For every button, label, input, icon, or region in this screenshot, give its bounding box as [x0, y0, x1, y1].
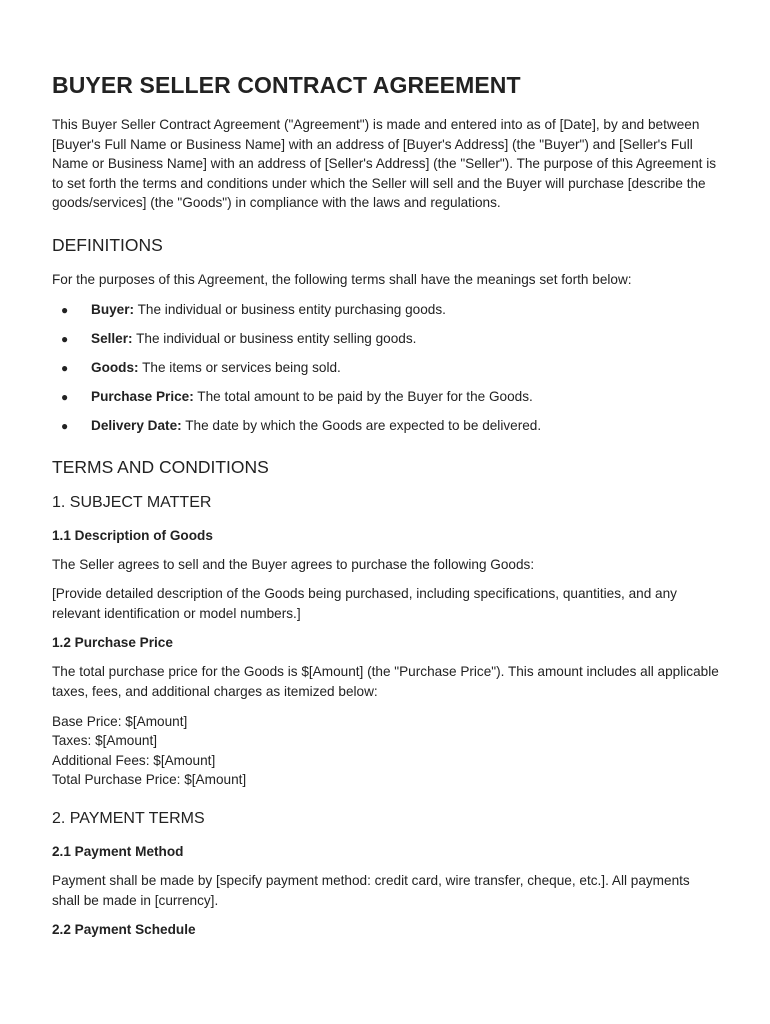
bullet-icon: ●	[61, 418, 69, 433]
definitions-heading: DEFINITIONS	[52, 234, 163, 255]
intro-paragraph: This Buyer Seller Contract Agreement ("Agreement") is made and entered into as of [Date], by and between [Buyer's Full Name or Business Name] with an address of [Buyer's Address] (the "Buyer") and [Seller's Full Name or Business Name] with an address of [Seller's Address] (the "Seller"). The purpose of this Agreement is to set forth the terms and conditions under which the Seller will sell and the Buyer will purchase [describe the goods/services] (the "Goods") in compliance with the laws and regulations.	[52, 117, 717, 211]
definition-text: The date by which the Goods are expected to be delivered.	[181, 417, 542, 433]
section-1-1-heading: 1.1 Description of Goods	[52, 527, 213, 543]
bullet-icon: ●	[61, 331, 69, 346]
definition-item	[52, 329, 720, 348]
definition-term: Buyer:	[91, 301, 135, 317]
section-1-1-description: [Provide detailed description of the Goods being purchased, including specifications, quantities, and any relevant identification or model numbers.]	[52, 586, 677, 621]
bullet-icon: ●	[61, 389, 69, 404]
base-price-line: Base Price: $[Amount]	[52, 713, 188, 729]
definition-item	[52, 416, 720, 435]
definition-term: Delivery Date:	[91, 417, 182, 433]
section-1-1-paragraph: The Seller agrees to sell and the Buyer agrees to purchase the following Goods:	[52, 556, 535, 572]
section-2-1-heading: 2.1 Payment Method	[52, 843, 184, 859]
bullet-icon: ●	[61, 302, 69, 317]
definition-term: Goods:	[91, 359, 139, 375]
price-breakdown	[52, 712, 720, 790]
definition-item	[52, 358, 720, 377]
document-body	[52, 72, 720, 949]
definitions-list	[52, 300, 720, 435]
section-2-heading: 2. PAYMENT TERMS	[52, 809, 205, 827]
definition-text: The individual or business entity selling goods.	[132, 330, 417, 346]
definition-text: The total amount to be paid by the Buyer for the Goods.	[193, 388, 533, 404]
definition-term: Purchase Price:	[91, 388, 194, 404]
total-price-line: Total Purchase Price: $[Amount]	[52, 772, 247, 788]
definitions-lead: For the purposes of this Agreement, the following terms shall have the meanings set forth below:	[52, 271, 632, 287]
taxes-line: Taxes: $[Amount]	[52, 733, 158, 749]
terms-heading: TERMS AND CONDITIONS	[52, 456, 269, 477]
definition-text: The items or services being sold.	[138, 359, 341, 375]
definition-term: Seller:	[91, 330, 133, 346]
definition-item	[52, 387, 720, 406]
section-2-2-heading: 2.2 Payment Schedule	[52, 922, 196, 938]
document-title: BUYER SELLER CONTRACT AGREEMENT	[52, 72, 521, 98]
section-1-heading: 1. SUBJECT MATTER	[52, 493, 212, 511]
definition-item	[52, 300, 720, 319]
section-2-1-paragraph: Payment shall be made by [specify payment method: credit card, wire transfer, cheque, etc.]. All payments shall be made in [currency].	[52, 872, 690, 908]
bullet-icon: ●	[61, 360, 69, 375]
section-1-2-heading: 1.2 Purchase Price	[52, 635, 173, 651]
section-1-2-paragraph: The total purchase price for the Goods is $[Amount] (the "Purchase Price"). This amount includes all applicable taxes, fees, and additional charges as itemized below:	[52, 664, 719, 699]
additional-fees-line: Additional Fees: $[Amount]	[52, 752, 216, 768]
definition-text: The individual or business entity purchasing goods.	[134, 301, 446, 317]
